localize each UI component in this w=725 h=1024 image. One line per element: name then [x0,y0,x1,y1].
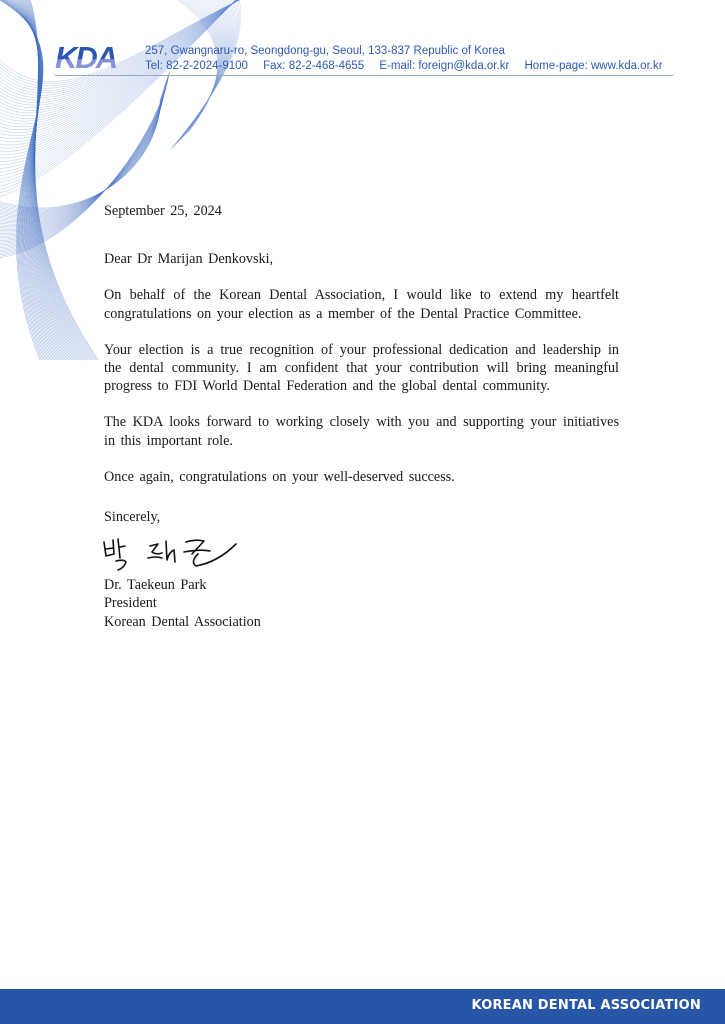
wave-line [174,0,235,147]
wave-line [0,0,243,162]
wave-line [0,0,241,190]
salutation: Dear Dr Marijan Denkovski, [104,251,274,268]
signatory-name: Dr. Taekeun Park [104,577,207,594]
letter-body [104,202,619,631]
letter-date: September 25, 2024 [104,203,222,219]
wave-line [0,0,242,179]
wave-line [0,97,161,212]
wave-line [5,0,63,360]
wave-line [0,0,54,360]
signatory-organization: Korean Dental Association [104,613,261,630]
wave-line [0,93,162,217]
wave-line [0,0,43,360]
wave-line [0,0,241,193]
wave-line [0,0,51,360]
footer-bar [0,989,725,1024]
wave-line [173,0,235,147]
wave-line [0,0,48,360]
wave-line [0,99,160,209]
wave-line [0,0,243,155]
wave-line [0,93,163,219]
telephone: Tel: 82-2-2024-9100 [145,59,248,72]
wave-line [0,0,55,360]
handwritten-signature [100,532,240,572]
wave-line [1,0,57,360]
wave-line [4,0,61,360]
closing: Sincerely, [104,509,161,526]
fax: Fax: 82-2-468-4655 [263,59,365,72]
wave-line [0,92,163,220]
wave-line [0,0,52,360]
wave-line [0,0,49,360]
wave-line [172,0,237,148]
wave-line [3,0,60,360]
email: E-mail: foreign@kda.or.kr [379,59,510,72]
wave-line [0,100,160,208]
paragraph: The KDA looks forward to working closely with you and supporting your initiatives in this important role. [104,414,619,449]
paragraph: On behalf of the Korean Dental Association, I would like to extend my heartfelt congratulations on your election as a member of the Dental Practice Committee. [104,287,619,322]
wave-line [2,0,58,360]
wave-line [0,94,162,216]
wave-line [0,0,242,176]
wave-line [0,0,242,172]
wave-line [174,0,234,146]
wave-line [0,96,161,213]
header-divider [55,75,673,76]
wave-line [0,0,240,197]
wave-line [0,0,43,360]
wave-line [0,0,243,158]
footer-text: KOREAN DENTAL ASSOCIATION [471,998,701,1013]
wave-line [173,0,237,148]
wave-line [0,0,46,360]
letterhead-contact [145,44,663,73]
signatory-title: President [104,595,157,612]
wave-line [0,0,250,86]
paragraph: Your election is a true recognition of your professional dedication and leadership in the dental community. I am confident that your contribution will bring meaningful progress to FDI World Dental Federation and the global dental community. [104,341,619,395]
wave-line [0,0,43,360]
homepage: Home-page: www.kda.or.kr [524,59,663,72]
wave-line [0,0,243,165]
wave-line [0,0,242,169]
wave-line [0,0,45,360]
wave-line [0,99,161,210]
address: 257, Gwangnaru-ro, Seongdong-gu, Seoul, 133-837 Republic of Korea [145,45,505,57]
wave-line [0,96,162,214]
wave-line [0,98,161,211]
wave-line [0,0,241,186]
paragraph: Once again, congratulations on your well-deserved success. [104,468,455,485]
wave-line [0,95,162,215]
wave-line [0,0,241,183]
kda-logo: KDA [55,40,117,75]
